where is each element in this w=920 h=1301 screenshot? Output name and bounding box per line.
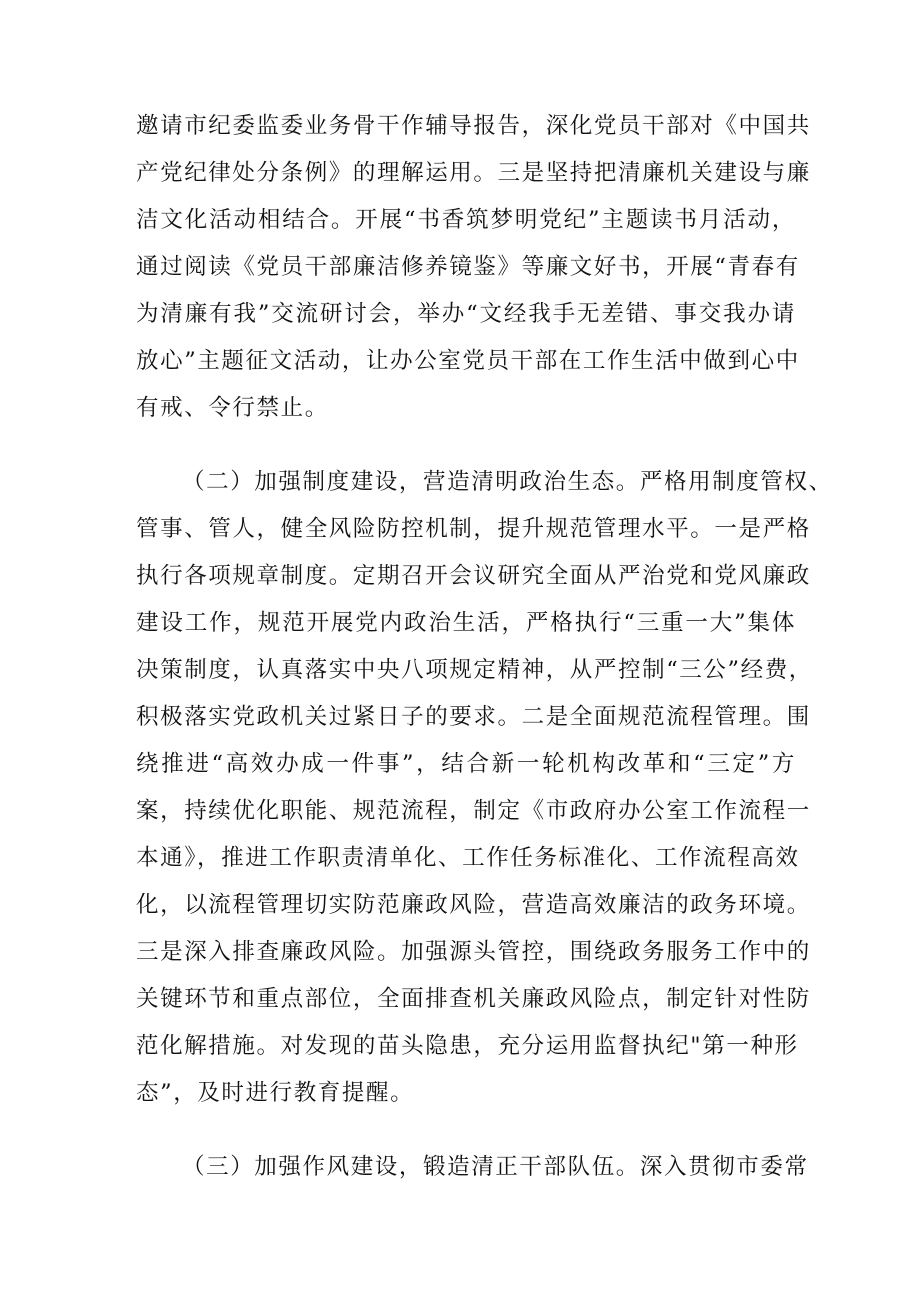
text-line: 态”，及时进行教育提醒。: [136, 1080, 415, 1106]
text-line: 通过阅读《党员干部廉洁修养镜鉴》等廉文好书，开展“青春有: [136, 254, 800, 280]
text-line: 决策制度，认真落实中央八项规定精神，从严控制“三公”经费，: [136, 657, 813, 683]
text-line: 放心”主题征文活动，让办公室党员干部在工作生活中做到心中: [136, 348, 800, 374]
text-line: 产党纪律处分条例》的理解运用。三是坚持把清廉机关建设与廉: [136, 160, 811, 186]
text-line: 关键环节和重点部位，全面排查机关廉政风险点，制定针对性防: [136, 986, 811, 1012]
text-line: 案，持续优化职能、规范流程，制定《市政府办公室工作流程一: [136, 798, 811, 824]
text-line: 化，以流程管理切实防范廉政风险，营造高效廉洁的政务环境。: [136, 892, 811, 918]
text-line: 绕推进“高效办成一件事”，结合新一轮机构改革和“三定”方: [136, 751, 796, 777]
text-line: 有戒、令行禁止。: [136, 395, 329, 421]
text-line: 管事、管人，健全风险防控机制，提升规范管理水平。一是严格: [136, 516, 811, 542]
text-line: 本通》，推进工作职责清单化、工作任务标准化、工作流程高效: [136, 845, 800, 871]
text-line: 三是深入排查廉政风险。加强源头管控，围绕政务服务工作中的: [136, 939, 811, 965]
text-line: （二）加强制度建设，营造清明政治生态。严格用制度管权、: [182, 469, 833, 495]
text-line: （三）加强作风建设，锻造清正干部队伍。深入贯彻市委常: [182, 1154, 809, 1180]
text-line: 为清廉有我”交流研讨会，举办“文经我手无差错、事交我办请: [136, 301, 796, 327]
text-line: 洁文化活动相结合。开展“书香筑梦明党纪”主题读书月活动，: [136, 207, 796, 233]
text-line: 执行各项规章制度。定期召开会议研究全面从严治党和党风廉政: [136, 563, 811, 589]
text-line: 范化解措施。对发现的苗头隐患，充分运用监督执纪"第一种形: [136, 1033, 799, 1059]
text-line: 积极落实党政机关过紧日子的要求。二是全面规范流程管理。围: [136, 704, 811, 730]
text-line: 邀请市纪委监委业务骨干作辅导报告，深化党员干部对《中国共: [136, 113, 811, 139]
text-line: 建设工作，规范开展党内政治生活，严格执行“三重一大”集体: [136, 610, 796, 636]
